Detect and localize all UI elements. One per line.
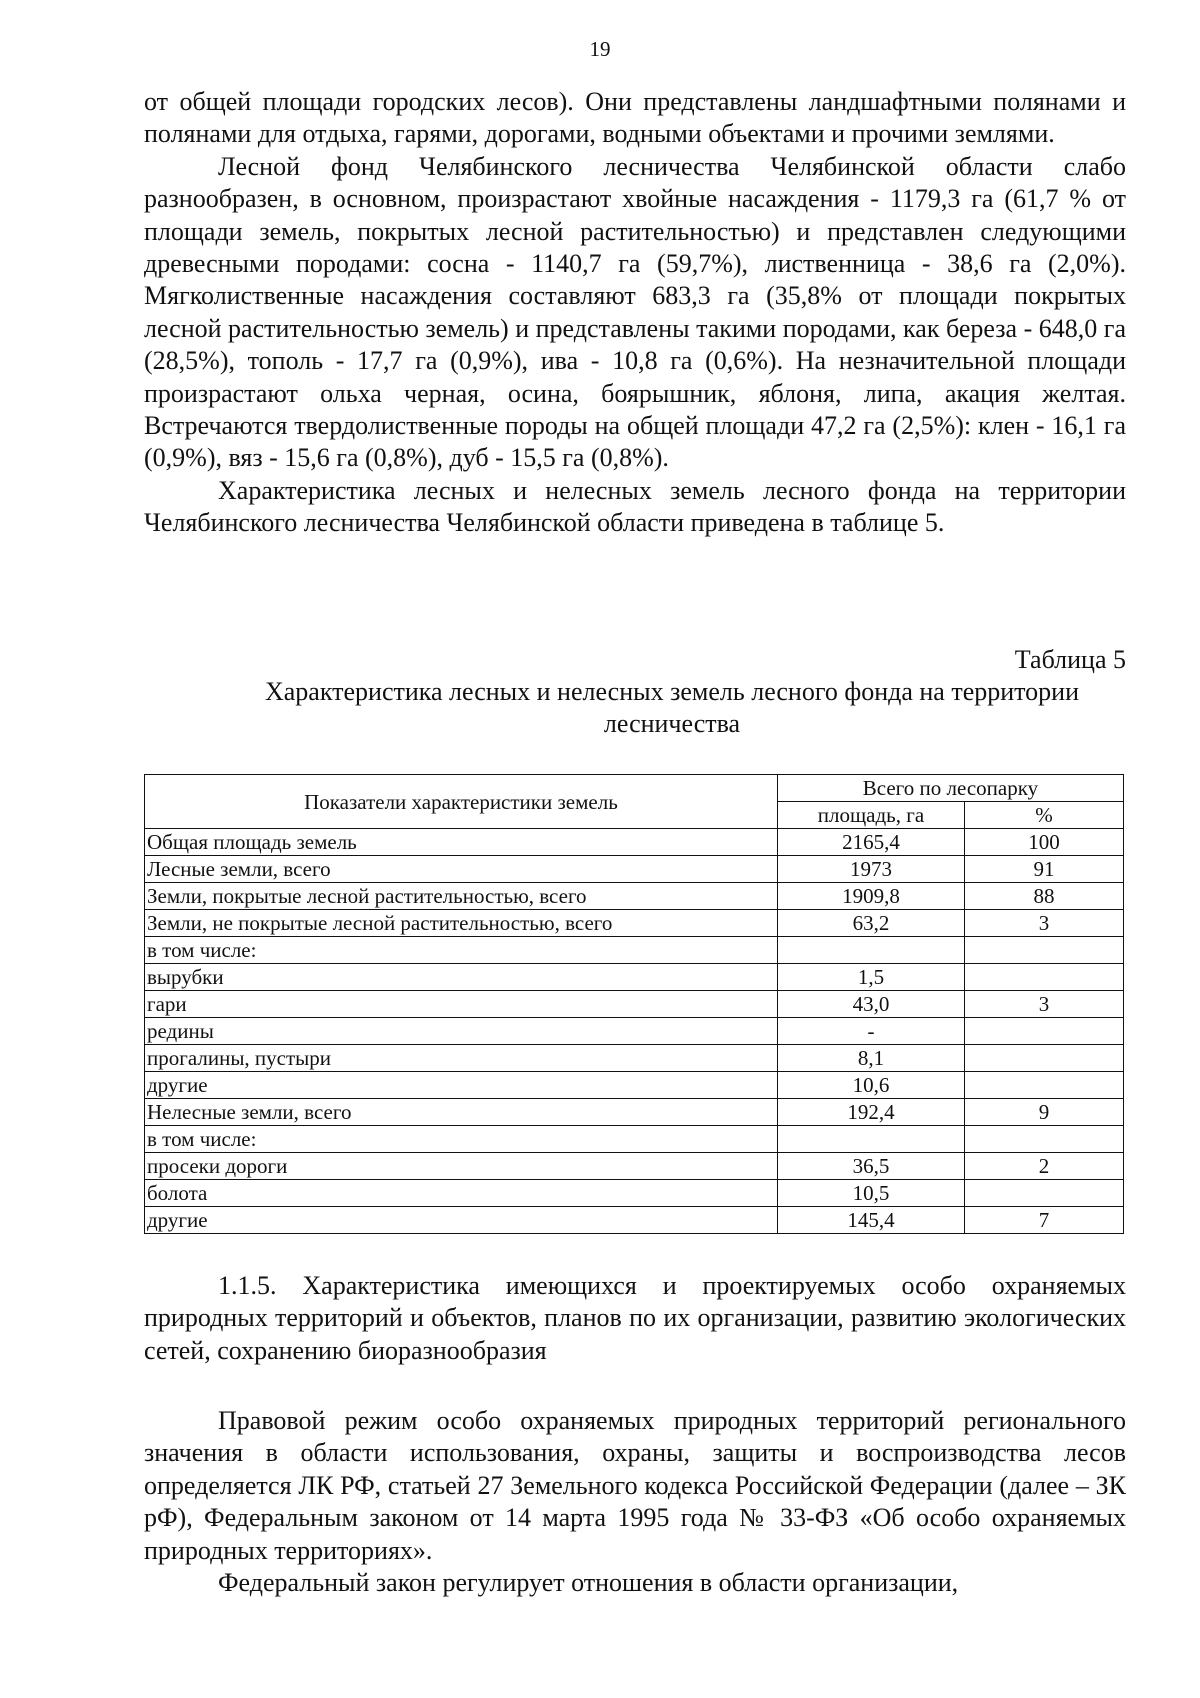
row-name: просеки дороги	[145, 1153, 778, 1180]
table-header-row	[145, 775, 1124, 802]
table-row	[145, 883, 1124, 910]
table-title: Характеристика лесных и нелесных земель лесного фонда на территории лесничества	[264, 677, 1079, 738]
row-percent: 91	[965, 856, 1124, 883]
land-characteristics-table	[144, 774, 1124, 1234]
row-name: другие	[145, 1207, 778, 1234]
row-area	[777, 937, 964, 964]
table-row	[145, 1126, 1124, 1153]
row-name: в том числе:	[145, 1126, 778, 1153]
row-percent: 100	[965, 829, 1124, 856]
header-group-total: Всего по лесопарку	[777, 775, 1123, 802]
row-name: Лесные земли, всего	[145, 856, 778, 883]
header-indicator: Показатели характеристики земель	[145, 775, 778, 829]
paragraph-federal-law: Федеральный закон регулирует отношения в области организации,	[218, 1568, 959, 1598]
row-area: 10,6	[777, 1072, 964, 1099]
table-row	[145, 1180, 1124, 1207]
row-percent	[965, 964, 1124, 991]
row-percent	[965, 1045, 1124, 1072]
row-percent	[965, 1180, 1124, 1207]
row-name: Земли, покрытые лесной растительностью, всего	[145, 883, 778, 910]
row-area: 1,5	[777, 964, 964, 991]
table-row	[145, 991, 1124, 1018]
row-name: в том числе:	[145, 937, 778, 964]
row-area	[777, 1126, 964, 1153]
section-heading: 1.1.5. Характеристика имеющихся и проектируемых особо охраняемых природных территорий и объектов, планов по их организации, развитию экологических сетей, сохранению биоразнообразия	[144, 1271, 1126, 1365]
row-name: редины	[145, 1018, 778, 1045]
row-percent	[965, 937, 1124, 964]
row-name: другие	[145, 1072, 778, 1099]
row-name: вырубки	[145, 964, 778, 991]
section-heading-block	[144, 1270, 1126, 1367]
row-name: прогалины, пустыри	[145, 1045, 778, 1072]
row-area: 1973	[777, 856, 964, 883]
row-percent	[965, 1072, 1124, 1099]
table-row	[145, 856, 1124, 883]
intro-text	[144, 86, 1126, 540]
paragraph-legal-regime: Правовой режим особо охраняемых природных территорий регионального значения в области использования, охраны, защиты и воспроизводства лесов определяется ЛК РФ, статьей 27 Земельного кодекса Российской Федерации (далее – ЗК рФ), Федеральным законом от 14 марта 1995 года № 33-ФЗ «Об особо охраняемых природных территориях».	[144, 1406, 1126, 1565]
row-area: 10,5	[777, 1180, 964, 1207]
row-name: Земли, не покрытые лесной растительностью, всего	[145, 910, 778, 937]
table-row	[145, 1207, 1124, 1234]
row-area: 36,5	[777, 1153, 964, 1180]
row-area: 8,1	[777, 1045, 964, 1072]
table-row	[145, 1153, 1124, 1180]
row-name: болота	[145, 1180, 778, 1207]
table-row	[145, 937, 1124, 964]
row-name: Общая площадь земель	[145, 829, 778, 856]
row-percent	[965, 1018, 1124, 1045]
row-percent: 88	[965, 883, 1124, 910]
row-percent: 9	[965, 1099, 1124, 1126]
page-number: 19	[589, 37, 611, 61]
table-row	[145, 1072, 1124, 1099]
table-row	[145, 1018, 1124, 1045]
paragraph-forest-fund: Лесной фонд Челябинского лесничества Челябинской области слабо разнообразен, в основном, произрастают хвойные насаждения - 1179,3 га (61,7 % от площади земель, покрытых лесной растительностью) и представлен следующими древесными породами: сосна - 1140,7 га (59,7%), лиственница - 38,6 га (2,0%). Мягколиственные насаждения составляют 683,3 га (35,8% от площади покрытых лесной растительностью земель) и представлены такими породами, как береза - 648,0 га (28,5%), тополь - 17,7 га (0,9%), ива - 10,8 га (0,6%). На незначительной площади произрастают ольха черная, осина, боярышник, яблоня, липа, акация желтая. Встречаются твердолиственные породы на общей площади 47,2 га (2,5%): клен - 16,1 га (0,9%), вяз - 15,6 га (0,8%), дуб - 15,5 га (0,8%).	[144, 151, 1126, 473]
row-area: 1909,8	[777, 883, 964, 910]
row-percent: 7	[965, 1207, 1124, 1234]
header-percent: %	[965, 802, 1124, 829]
row-area: 192,4	[777, 1099, 964, 1126]
row-area: 2165,4	[777, 829, 964, 856]
table-row	[145, 1099, 1124, 1126]
row-area: 63,2	[777, 910, 964, 937]
row-name: Нелесные земли, всего	[145, 1099, 778, 1126]
table-row	[145, 829, 1124, 856]
header-area: площадь, га	[777, 802, 964, 829]
table-label: Таблица 5	[1014, 645, 1126, 674]
row-name: гари	[145, 991, 778, 1018]
table-row	[145, 1045, 1124, 1072]
row-area: 145,4	[777, 1207, 964, 1234]
paragraph-continuation: от общей площади городских лесов). Они представлены ландшафтными полянами и полянами для отдыха, гарями, дорогами, водными объектами и прочими землями.	[144, 87, 1126, 149]
row-percent: 3	[965, 991, 1124, 1018]
row-percent	[965, 1126, 1124, 1153]
paragraph-table-reference: Характеристика лесных и нелесных земель лесного фонда на территории Челябинского лесничества Челябинской области приведена в таблице 5.	[144, 475, 1126, 538]
row-area: 43,0	[777, 991, 964, 1018]
row-percent: 2	[965, 1153, 1124, 1180]
table-row	[145, 964, 1124, 991]
row-percent: 3	[965, 910, 1124, 937]
row-area: -	[777, 1018, 964, 1045]
legal-text	[144, 1405, 1126, 1599]
table-row	[145, 910, 1124, 937]
